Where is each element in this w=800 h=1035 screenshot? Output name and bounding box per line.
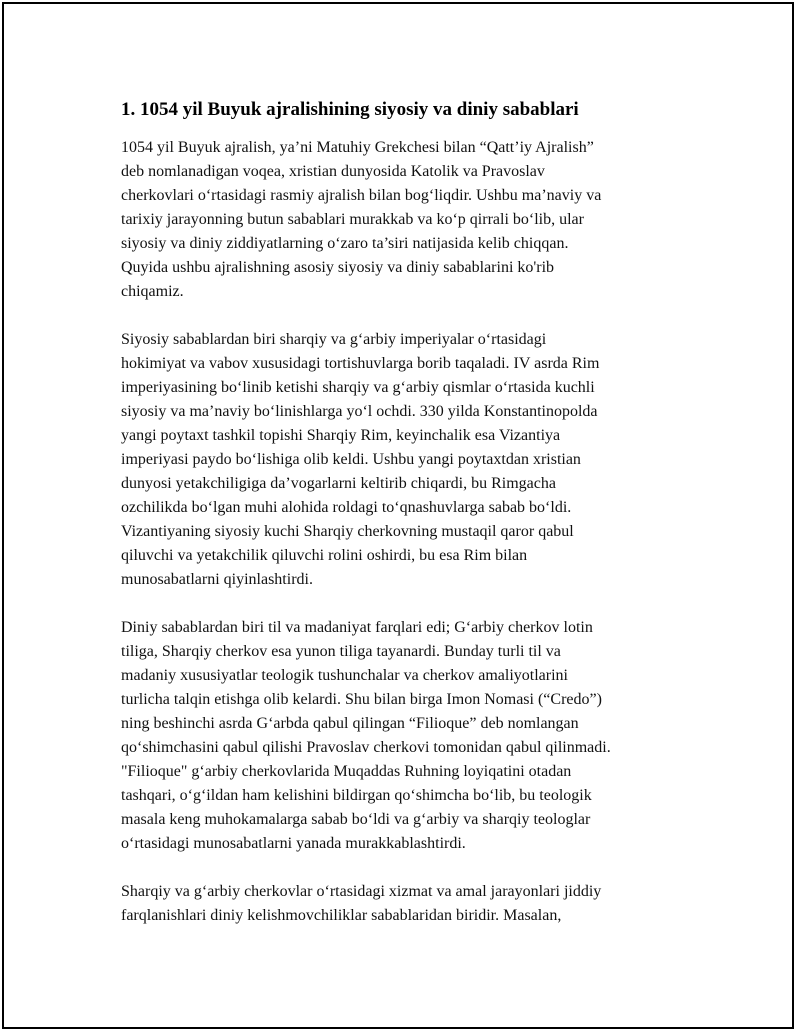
paragraph-liturgical-differences (121, 880, 681, 928)
text-line: dunyosi yetakchiligiga da’vogarlarni keltirib chiqardi, bu Rimgacha (121, 475, 556, 492)
text-line: hokimiyat va vabov xususidagi tortishuvlarga borib taqaladi. IV asrda Rim (121, 355, 600, 372)
text-line: chiqamiz. (121, 283, 184, 300)
text-line: tiliga, Sharqiy cherkov esa yunon tiliga tayanardi. Bunday turli til va (121, 643, 561, 660)
text-line: ozchilikda bo‘lgan muhi alohida roldagi to‘qnashuvlarga sabab bo‘ldi. (121, 499, 572, 516)
paragraph-religious-reasons (121, 616, 681, 856)
text-line: munosabatlarni qiyinlashtirdi. (121, 571, 313, 588)
text-line: farqlanishlari diniy kelishmovchiliklar sabablaridan biridir. Masalan, (121, 907, 562, 924)
text-line: Vizantiyaning siyosiy kuchi Sharqiy cherkovning mustaqil qaror qabul (121, 523, 574, 540)
text-line: imperiyasi paydo bo‘lishiga olib keldi. Ushbu yangi poytaxtdan xristian (121, 451, 581, 468)
text-line: siyosiy va ma’naviy bo‘linishlarga yo‘l ochdi. 330 yilda Konstantinopolda (121, 403, 598, 420)
page-frame (2, 2, 794, 1029)
text-line: tarixiy jarayonning butun sabablari murakkab va ko‘p qirrali bo‘lib, ular (121, 211, 584, 228)
text-line: imperiyasining bo‘linib ketishi sharqiy va g‘arbiy qismlar o‘rtasida kuchli (121, 379, 595, 396)
paragraph-political-reasons (121, 328, 681, 592)
text-line: "Filioque" g‘arbiy cherkovlarida Muqaddas Ruhning loyiqatini otadan (121, 763, 572, 780)
paragraph-intro (121, 136, 681, 304)
text-line: masala keng muhokamalarga sabab bo‘ldi va g‘arbiy va sharqiy teologlar (121, 811, 591, 828)
text-line: qo‘shimchasini qabul qilishi Pravoslav cherkovi tomonidan qabul qilinmadi. (121, 739, 611, 756)
text-line: qiluvchi va yetakchilik qiluvchi rolini oshirdi, bu esa Rim bilan (121, 547, 528, 564)
section-heading: 1. 1054 yil Buyuk ajralishining siyosiy va diniy sabablari (121, 99, 579, 120)
text-line: ning beshinchi asrda G‘arbda qabul qilingan “Filioque” deb nomlangan (121, 715, 579, 732)
text-line: Siyosiy sabablardan biri sharqiy va g‘arbiy imperiyalar o‘rtasidagi (121, 331, 547, 348)
text-line: deb nomlanadigan voqea, xristian dunyosida Katolik va Pravoslav (121, 163, 545, 180)
text-line: siyosiy va diniy ziddiyatlarning o‘zaro ta’siri natijasida kelib chiqqan. (121, 235, 569, 252)
text-line: Sharqiy va g‘arbiy cherkovlar o‘rtasidagi xizmat va amal jarayonlari jiddiy (121, 883, 602, 900)
text-line: o‘rtasidagi munosabatlarni yanada murakkablashtirdi. (121, 835, 466, 852)
document-body (121, 97, 681, 952)
text-line: Diniy sabablardan biri til va madaniyat farqlari edi; G‘arbiy cherkov lotin (121, 619, 593, 636)
text-line: Quyida ushbu ajralishning asosiy siyosiy va diniy sabablarini ko'rib (121, 259, 555, 276)
text-line: yangi poytaxt tashkil topishi Sharqiy Rim, keyinchalik esa Vizantiya (121, 427, 561, 444)
text-line: madaniy xususiyatlar teologik tushunchalar va cherkov amaliyotlarini (121, 667, 568, 684)
text-line: turlicha talqin etishga olib kelardi. Shu bilan birga Imon Nomasi (“Credo”) (121, 691, 602, 708)
text-line: 1054 yil Buyuk ajralish, ya’ni Matuhiy Grekchesi bilan “Qatt’iy Ajralish” (121, 139, 594, 156)
text-line: tashqari, o‘g‘ildan ham kelishini bildirgan qo‘shimcha bo‘lib, bu teologik (121, 787, 592, 804)
text-line: cherkovlari o‘rtasidagi rasmiy ajralish bilan bog‘liqdir. Ushbu ma’naviy va (121, 187, 602, 204)
